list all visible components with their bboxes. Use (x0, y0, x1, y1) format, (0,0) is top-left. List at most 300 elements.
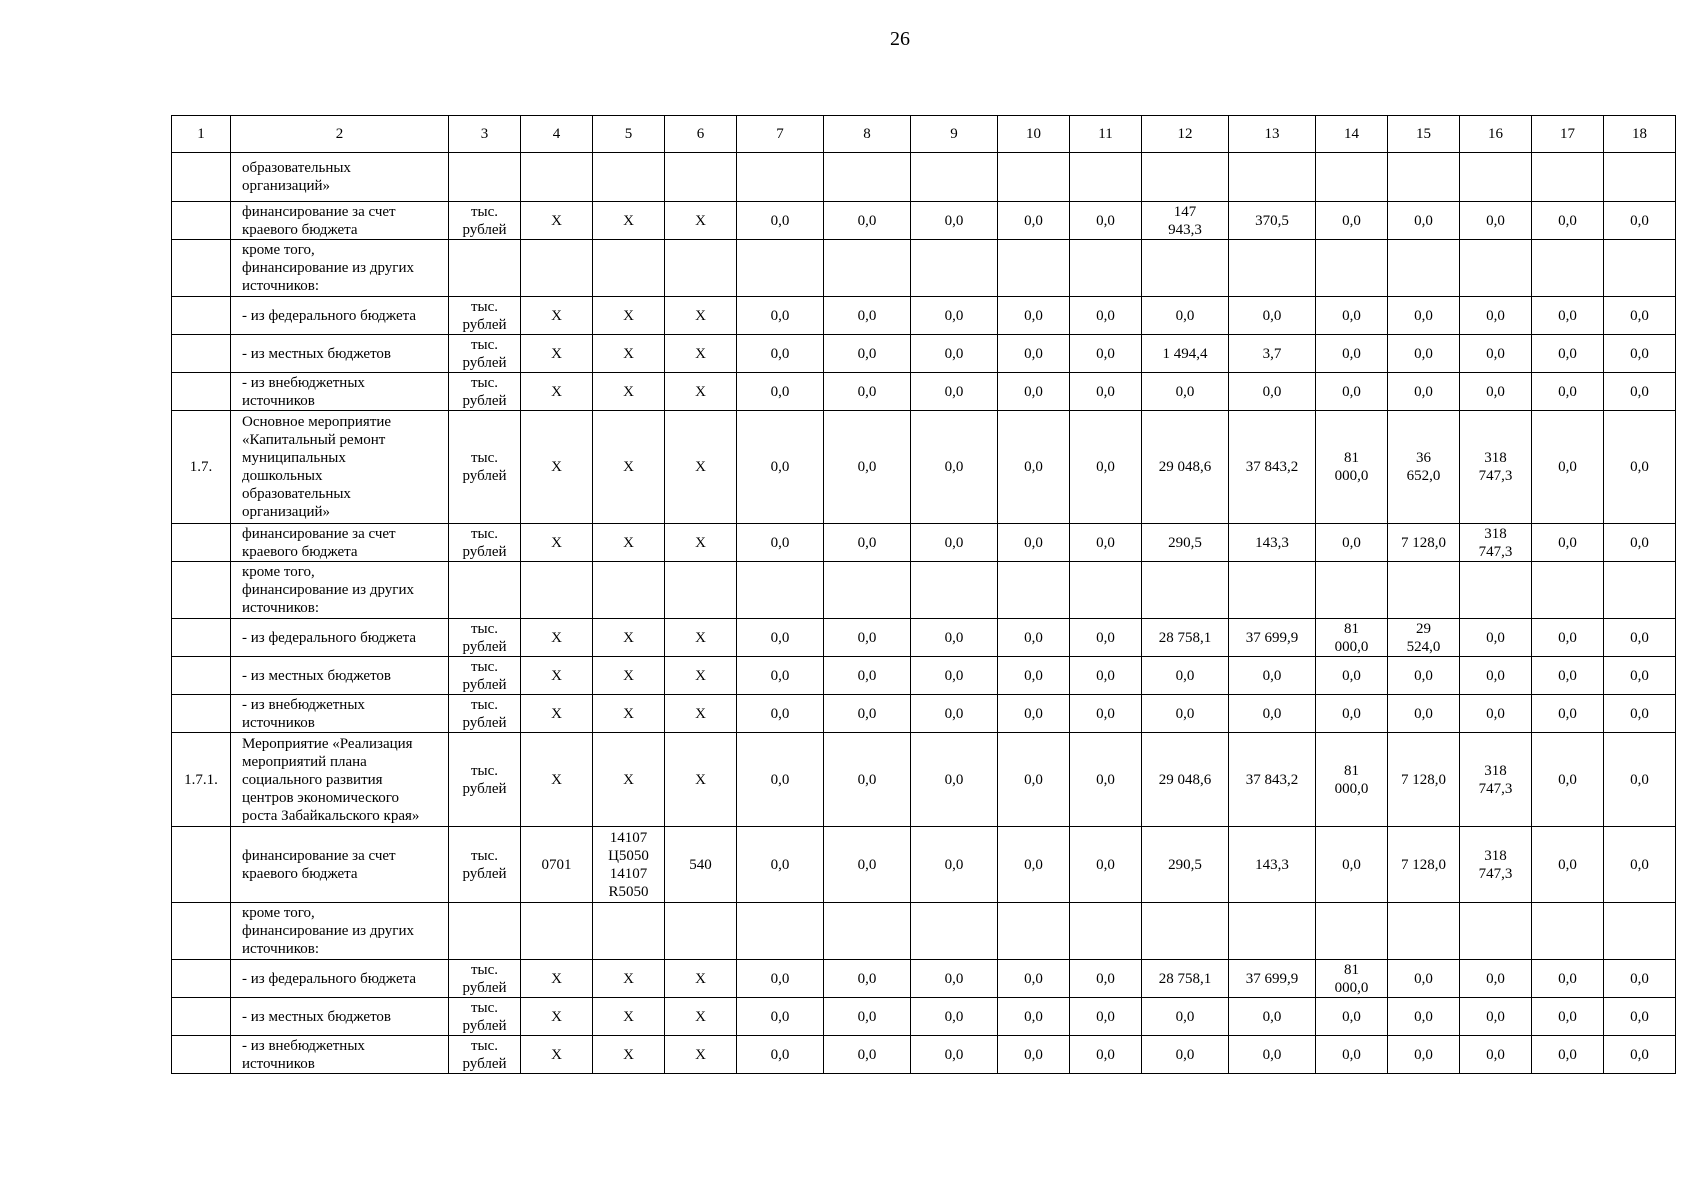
value-cell-col-6: X (665, 524, 737, 562)
value-cell-col-18 (1604, 153, 1676, 202)
value-cell-col-5: X (593, 695, 665, 733)
value-cell-col-14: 81 000,0 (1316, 733, 1388, 827)
value-cell-col-11: 0,0 (1070, 202, 1142, 240)
value-cell-col-14 (1316, 562, 1388, 619)
column-header-15: 15 (1388, 116, 1460, 153)
value-cell-col-18: 0,0 (1604, 1036, 1676, 1074)
table-row (172, 335, 1676, 373)
unit-cell: тыс. рублей (449, 373, 521, 411)
value-cell-col-16 (1460, 240, 1532, 297)
value-cell-col-17: 0,0 (1532, 202, 1604, 240)
value-cell-col-6: X (665, 960, 737, 998)
value-cell-col-8: 0,0 (824, 335, 911, 373)
value-cell-col-10: 0,0 (998, 695, 1070, 733)
value-cell-col-5: 14107 Ц5050 14107 R5050 (593, 827, 665, 903)
value-cell-col-14: 81 000,0 (1316, 411, 1388, 524)
value-cell-col-8 (824, 562, 911, 619)
value-cell-col-7: 0,0 (737, 657, 824, 695)
value-cell-col-5: X (593, 619, 665, 657)
value-cell-col-17: 0,0 (1532, 411, 1604, 524)
value-cell-col-9: 0,0 (911, 297, 998, 335)
value-cell-col-17: 0,0 (1532, 297, 1604, 335)
value-cell-col-8: 0,0 (824, 733, 911, 827)
value-cell-col-10 (998, 903, 1070, 960)
value-cell-col-7 (737, 153, 824, 202)
value-cell-col-16: 0,0 (1460, 202, 1532, 240)
value-cell-col-18: 0,0 (1604, 998, 1676, 1036)
row-name-cell: финансирование за счет краевого бюджета (231, 827, 449, 903)
value-cell-col-9: 0,0 (911, 373, 998, 411)
value-cell-col-8: 0,0 (824, 373, 911, 411)
value-cell-col-11: 0,0 (1070, 733, 1142, 827)
value-cell-col-18: 0,0 (1604, 695, 1676, 733)
value-cell-col-17: 0,0 (1532, 695, 1604, 733)
value-cell-col-13: 0,0 (1229, 373, 1316, 411)
value-cell-col-17: 0,0 (1532, 524, 1604, 562)
value-cell-col-4: X (521, 960, 593, 998)
value-cell-col-6: X (665, 335, 737, 373)
header-row (172, 116, 1676, 153)
value-cell-col-15 (1388, 240, 1460, 297)
value-cell-col-8: 0,0 (824, 827, 911, 903)
value-cell-col-15 (1388, 903, 1460, 960)
value-cell-col-12: 290,5 (1142, 827, 1229, 903)
value-cell-col-12: 0,0 (1142, 657, 1229, 695)
unit-cell: тыс. рублей (449, 733, 521, 827)
value-cell-col-9: 0,0 (911, 1036, 998, 1074)
value-cell-col-5: X (593, 998, 665, 1036)
value-cell-col-8: 0,0 (824, 524, 911, 562)
value-cell-col-9: 0,0 (911, 335, 998, 373)
value-cell-col-11: 0,0 (1070, 619, 1142, 657)
unit-cell: тыс. рублей (449, 657, 521, 695)
value-cell-col-4: X (521, 657, 593, 695)
row-number-cell (172, 1036, 231, 1074)
value-cell-col-11: 0,0 (1070, 827, 1142, 903)
value-cell-col-11 (1070, 240, 1142, 297)
value-cell-col-11: 0,0 (1070, 657, 1142, 695)
value-cell-col-18 (1604, 903, 1676, 960)
unit-cell: тыс. рублей (449, 202, 521, 240)
row-name-cell: кроме того, финансирование из других источников: (231, 562, 449, 619)
value-cell-col-12: 28 758,1 (1142, 960, 1229, 998)
value-cell-col-4: X (521, 335, 593, 373)
row-name-cell: - из местных бюджетов (231, 335, 449, 373)
value-cell-col-9 (911, 562, 998, 619)
value-cell-col-11 (1070, 153, 1142, 202)
table-row (172, 297, 1676, 335)
column-header-1: 1 (172, 116, 231, 153)
row-number-cell (172, 695, 231, 733)
value-cell-col-17: 0,0 (1532, 733, 1604, 827)
value-cell-col-6: X (665, 998, 737, 1036)
column-header-12: 12 (1142, 116, 1229, 153)
value-cell-col-7: 0,0 (737, 411, 824, 524)
value-cell-col-7: 0,0 (737, 733, 824, 827)
value-cell-col-16: 0,0 (1460, 695, 1532, 733)
value-cell-col-4: X (521, 619, 593, 657)
value-cell-col-17: 0,0 (1532, 619, 1604, 657)
value-cell-col-12 (1142, 562, 1229, 619)
value-cell-col-7: 0,0 (737, 998, 824, 1036)
value-cell-col-6: 540 (665, 827, 737, 903)
value-cell-col-11: 0,0 (1070, 335, 1142, 373)
value-cell-col-6 (665, 153, 737, 202)
row-number-cell (172, 297, 231, 335)
value-cell-col-5: X (593, 335, 665, 373)
row-number-cell (172, 240, 231, 297)
row-number-cell (172, 153, 231, 202)
value-cell-col-6 (665, 240, 737, 297)
value-cell-col-6: X (665, 695, 737, 733)
value-cell-col-4: X (521, 1036, 593, 1074)
value-cell-col-9: 0,0 (911, 960, 998, 998)
table-row (172, 733, 1676, 827)
row-name-cell: кроме того, финансирование из других источников: (231, 240, 449, 297)
unit-cell: тыс. рублей (449, 335, 521, 373)
value-cell-col-5: X (593, 657, 665, 695)
table-row (172, 903, 1676, 960)
value-cell-col-13: 3,7 (1229, 335, 1316, 373)
value-cell-col-10: 0,0 (998, 657, 1070, 695)
row-name-cell: кроме того, финансирование из других источников: (231, 903, 449, 960)
page-number: 26 (890, 28, 910, 50)
value-cell-col-8: 0,0 (824, 202, 911, 240)
value-cell-col-17 (1532, 153, 1604, 202)
table-row (172, 562, 1676, 619)
unit-cell: тыс. рублей (449, 411, 521, 524)
unit-cell: тыс. рублей (449, 297, 521, 335)
value-cell-col-10 (998, 240, 1070, 297)
column-header-6: 6 (665, 116, 737, 153)
value-cell-col-10: 0,0 (998, 827, 1070, 903)
row-number-cell (172, 335, 231, 373)
table-row (172, 411, 1676, 524)
value-cell-col-11: 0,0 (1070, 960, 1142, 998)
row-number-cell (172, 998, 231, 1036)
value-cell-col-11: 0,0 (1070, 1036, 1142, 1074)
value-cell-col-17: 0,0 (1532, 373, 1604, 411)
value-cell-col-18: 0,0 (1604, 619, 1676, 657)
value-cell-col-6: X (665, 411, 737, 524)
value-cell-col-17: 0,0 (1532, 827, 1604, 903)
value-cell-col-7: 0,0 (737, 960, 824, 998)
column-header-3: 3 (449, 116, 521, 153)
column-header-10: 10 (998, 116, 1070, 153)
value-cell-col-17: 0,0 (1532, 998, 1604, 1036)
value-cell-col-9: 0,0 (911, 202, 998, 240)
value-cell-col-16: 0,0 (1460, 335, 1532, 373)
value-cell-col-10: 0,0 (998, 297, 1070, 335)
value-cell-col-12: 147 943,3 (1142, 202, 1229, 240)
value-cell-col-11 (1070, 562, 1142, 619)
value-cell-col-18 (1604, 562, 1676, 619)
row-number-cell (172, 562, 231, 619)
value-cell-col-14: 81 000,0 (1316, 960, 1388, 998)
value-cell-col-12 (1142, 903, 1229, 960)
value-cell-col-4: X (521, 202, 593, 240)
row-number-cell (172, 619, 231, 657)
table-row (172, 695, 1676, 733)
value-cell-col-18: 0,0 (1604, 960, 1676, 998)
unit-cell (449, 153, 521, 202)
value-cell-col-14: 81 000,0 (1316, 619, 1388, 657)
row-name-cell: - из местных бюджетов (231, 998, 449, 1036)
value-cell-col-7: 0,0 (737, 524, 824, 562)
value-cell-col-10: 0,0 (998, 733, 1070, 827)
value-cell-col-12: 28 758,1 (1142, 619, 1229, 657)
value-cell-col-5: X (593, 524, 665, 562)
value-cell-col-13: 0,0 (1229, 297, 1316, 335)
value-cell-col-16 (1460, 903, 1532, 960)
unit-cell: тыс. рублей (449, 998, 521, 1036)
value-cell-col-18: 0,0 (1604, 373, 1676, 411)
value-cell-col-4: X (521, 373, 593, 411)
value-cell-col-15: 29 524,0 (1388, 619, 1460, 657)
value-cell-col-16 (1460, 153, 1532, 202)
value-cell-col-8: 0,0 (824, 998, 911, 1036)
value-cell-col-18: 0,0 (1604, 657, 1676, 695)
value-cell-col-4 (521, 562, 593, 619)
row-name-cell: образовательных организаций» (231, 153, 449, 202)
value-cell-col-8 (824, 153, 911, 202)
value-cell-col-5: X (593, 960, 665, 998)
value-cell-col-13: 37 699,9 (1229, 960, 1316, 998)
unit-cell (449, 240, 521, 297)
unit-cell: тыс. рублей (449, 695, 521, 733)
value-cell-col-14: 0,0 (1316, 202, 1388, 240)
value-cell-col-4: X (521, 695, 593, 733)
value-cell-col-12 (1142, 240, 1229, 297)
table-row (172, 657, 1676, 695)
value-cell-col-6: X (665, 657, 737, 695)
value-cell-col-16 (1460, 562, 1532, 619)
value-cell-col-12: 0,0 (1142, 297, 1229, 335)
value-cell-col-18: 0,0 (1604, 411, 1676, 524)
value-cell-col-7 (737, 240, 824, 297)
financing-table (171, 115, 1676, 1074)
value-cell-col-5: X (593, 202, 665, 240)
value-cell-col-15: 0,0 (1388, 998, 1460, 1036)
value-cell-col-7 (737, 562, 824, 619)
value-cell-col-12: 1 494,4 (1142, 335, 1229, 373)
value-cell-col-12: 0,0 (1142, 1036, 1229, 1074)
column-header-4: 4 (521, 116, 593, 153)
column-header-2: 2 (231, 116, 449, 153)
value-cell-col-6: X (665, 619, 737, 657)
value-cell-col-7: 0,0 (737, 202, 824, 240)
value-cell-col-9: 0,0 (911, 619, 998, 657)
value-cell-col-16: 0,0 (1460, 619, 1532, 657)
value-cell-col-16: 0,0 (1460, 373, 1532, 411)
value-cell-col-14: 0,0 (1316, 998, 1388, 1036)
value-cell-col-14: 0,0 (1316, 1036, 1388, 1074)
value-cell-col-10: 0,0 (998, 373, 1070, 411)
table-row (172, 619, 1676, 657)
value-cell-col-18: 0,0 (1604, 733, 1676, 827)
value-cell-col-10: 0,0 (998, 411, 1070, 524)
value-cell-col-8: 0,0 (824, 619, 911, 657)
value-cell-col-13: 37 843,2 (1229, 733, 1316, 827)
row-number-cell (172, 827, 231, 903)
value-cell-col-5 (593, 562, 665, 619)
unit-cell (449, 903, 521, 960)
column-header-13: 13 (1229, 116, 1316, 153)
value-cell-col-9: 0,0 (911, 998, 998, 1036)
value-cell-col-9: 0,0 (911, 524, 998, 562)
value-cell-col-14: 0,0 (1316, 827, 1388, 903)
value-cell-col-4: X (521, 733, 593, 827)
value-cell-col-4: X (521, 998, 593, 1036)
value-cell-col-16: 0,0 (1460, 297, 1532, 335)
value-cell-col-15: 0,0 (1388, 335, 1460, 373)
value-cell-col-15 (1388, 153, 1460, 202)
value-cell-col-10: 0,0 (998, 619, 1070, 657)
row-number-cell (172, 960, 231, 998)
value-cell-col-17 (1532, 240, 1604, 297)
value-cell-col-6 (665, 903, 737, 960)
value-cell-col-7 (737, 903, 824, 960)
value-cell-col-12: 0,0 (1142, 998, 1229, 1036)
value-cell-col-13: 0,0 (1229, 1036, 1316, 1074)
row-name-cell: - из федерального бюджета (231, 960, 449, 998)
value-cell-col-7: 0,0 (737, 1036, 824, 1074)
table-row (172, 960, 1676, 998)
value-cell-col-16: 0,0 (1460, 998, 1532, 1036)
value-cell-col-9: 0,0 (911, 827, 998, 903)
value-cell-col-9: 0,0 (911, 657, 998, 695)
table-row (172, 240, 1676, 297)
value-cell-col-14 (1316, 240, 1388, 297)
value-cell-col-6: X (665, 1036, 737, 1074)
value-cell-col-9 (911, 903, 998, 960)
value-cell-col-5: X (593, 411, 665, 524)
value-cell-col-4 (521, 903, 593, 960)
value-cell-col-9: 0,0 (911, 733, 998, 827)
value-cell-col-8 (824, 903, 911, 960)
value-cell-col-10: 0,0 (998, 1036, 1070, 1074)
value-cell-col-7: 0,0 (737, 335, 824, 373)
column-header-16: 16 (1460, 116, 1532, 153)
value-cell-col-12: 0,0 (1142, 373, 1229, 411)
value-cell-col-11: 0,0 (1070, 998, 1142, 1036)
value-cell-col-7: 0,0 (737, 827, 824, 903)
value-cell-col-11: 0,0 (1070, 524, 1142, 562)
row-number-cell (172, 657, 231, 695)
value-cell-col-4 (521, 240, 593, 297)
value-cell-col-11: 0,0 (1070, 373, 1142, 411)
column-header-18: 18 (1604, 116, 1676, 153)
value-cell-col-13 (1229, 562, 1316, 619)
row-number-cell (172, 202, 231, 240)
value-cell-col-5 (593, 153, 665, 202)
value-cell-col-14: 0,0 (1316, 297, 1388, 335)
unit-cell: тыс. рублей (449, 1036, 521, 1074)
value-cell-col-14 (1316, 153, 1388, 202)
value-cell-col-18: 0,0 (1604, 202, 1676, 240)
value-cell-col-8: 0,0 (824, 657, 911, 695)
value-cell-col-7: 0,0 (737, 297, 824, 335)
row-name-cell: Основное мероприятие «Капитальный ремонт муниципальных дошкольных образовательных организаций» (231, 411, 449, 524)
value-cell-col-13: 37 699,9 (1229, 619, 1316, 657)
value-cell-col-12: 29 048,6 (1142, 411, 1229, 524)
value-cell-col-15: 0,0 (1388, 657, 1460, 695)
row-number-cell: 1.7. (172, 411, 231, 524)
value-cell-col-13 (1229, 153, 1316, 202)
value-cell-col-15: 0,0 (1388, 695, 1460, 733)
table-row (172, 998, 1676, 1036)
value-cell-col-17 (1532, 903, 1604, 960)
row-number-cell (172, 373, 231, 411)
value-cell-col-10: 0,0 (998, 202, 1070, 240)
value-cell-col-8 (824, 240, 911, 297)
row-number-cell: 1.7.1. (172, 733, 231, 827)
value-cell-col-16: 318 747,3 (1460, 411, 1532, 524)
value-cell-col-13: 143,3 (1229, 827, 1316, 903)
value-cell-col-10: 0,0 (998, 960, 1070, 998)
row-name-cell: - из федерального бюджета (231, 297, 449, 335)
value-cell-col-15: 0,0 (1388, 202, 1460, 240)
column-header-17: 17 (1532, 116, 1604, 153)
row-name-cell: - из местных бюджетов (231, 657, 449, 695)
value-cell-col-4 (521, 153, 593, 202)
value-cell-col-12: 0,0 (1142, 695, 1229, 733)
value-cell-col-9 (911, 240, 998, 297)
value-cell-col-13: 370,5 (1229, 202, 1316, 240)
value-cell-col-14: 0,0 (1316, 657, 1388, 695)
row-number-cell (172, 903, 231, 960)
value-cell-col-15: 0,0 (1388, 373, 1460, 411)
value-cell-col-12 (1142, 153, 1229, 202)
value-cell-col-14: 0,0 (1316, 373, 1388, 411)
table-row (172, 1036, 1676, 1074)
value-cell-col-12: 29 048,6 (1142, 733, 1229, 827)
column-header-9: 9 (911, 116, 998, 153)
value-cell-col-10: 0,0 (998, 998, 1070, 1036)
value-cell-col-15: 7 128,0 (1388, 827, 1460, 903)
value-cell-col-10: 0,0 (998, 524, 1070, 562)
value-cell-col-8: 0,0 (824, 1036, 911, 1074)
value-cell-col-5 (593, 240, 665, 297)
value-cell-col-4: 0701 (521, 827, 593, 903)
column-header-11: 11 (1070, 116, 1142, 153)
value-cell-col-13: 37 843,2 (1229, 411, 1316, 524)
value-cell-col-15: 0,0 (1388, 960, 1460, 998)
unit-cell (449, 562, 521, 619)
row-name-cell: финансирование за счет краевого бюджета (231, 202, 449, 240)
value-cell-col-10 (998, 153, 1070, 202)
table-row (172, 827, 1676, 903)
value-cell-col-5: X (593, 297, 665, 335)
value-cell-col-8: 0,0 (824, 411, 911, 524)
value-cell-col-5: X (593, 373, 665, 411)
value-cell-col-8: 0,0 (824, 695, 911, 733)
value-cell-col-16: 0,0 (1460, 1036, 1532, 1074)
value-cell-col-6: X (665, 202, 737, 240)
value-cell-col-16: 318 747,3 (1460, 733, 1532, 827)
value-cell-col-15: 0,0 (1388, 1036, 1460, 1074)
value-cell-col-18 (1604, 240, 1676, 297)
value-cell-col-5 (593, 903, 665, 960)
value-cell-col-8: 0,0 (824, 297, 911, 335)
value-cell-col-14: 0,0 (1316, 524, 1388, 562)
value-cell-col-4: X (521, 411, 593, 524)
value-cell-col-15 (1388, 562, 1460, 619)
value-cell-col-15: 36 652,0 (1388, 411, 1460, 524)
row-name-cell: - из внебюджетных источников (231, 1036, 449, 1074)
table-row (172, 202, 1676, 240)
value-cell-col-17: 0,0 (1532, 1036, 1604, 1074)
